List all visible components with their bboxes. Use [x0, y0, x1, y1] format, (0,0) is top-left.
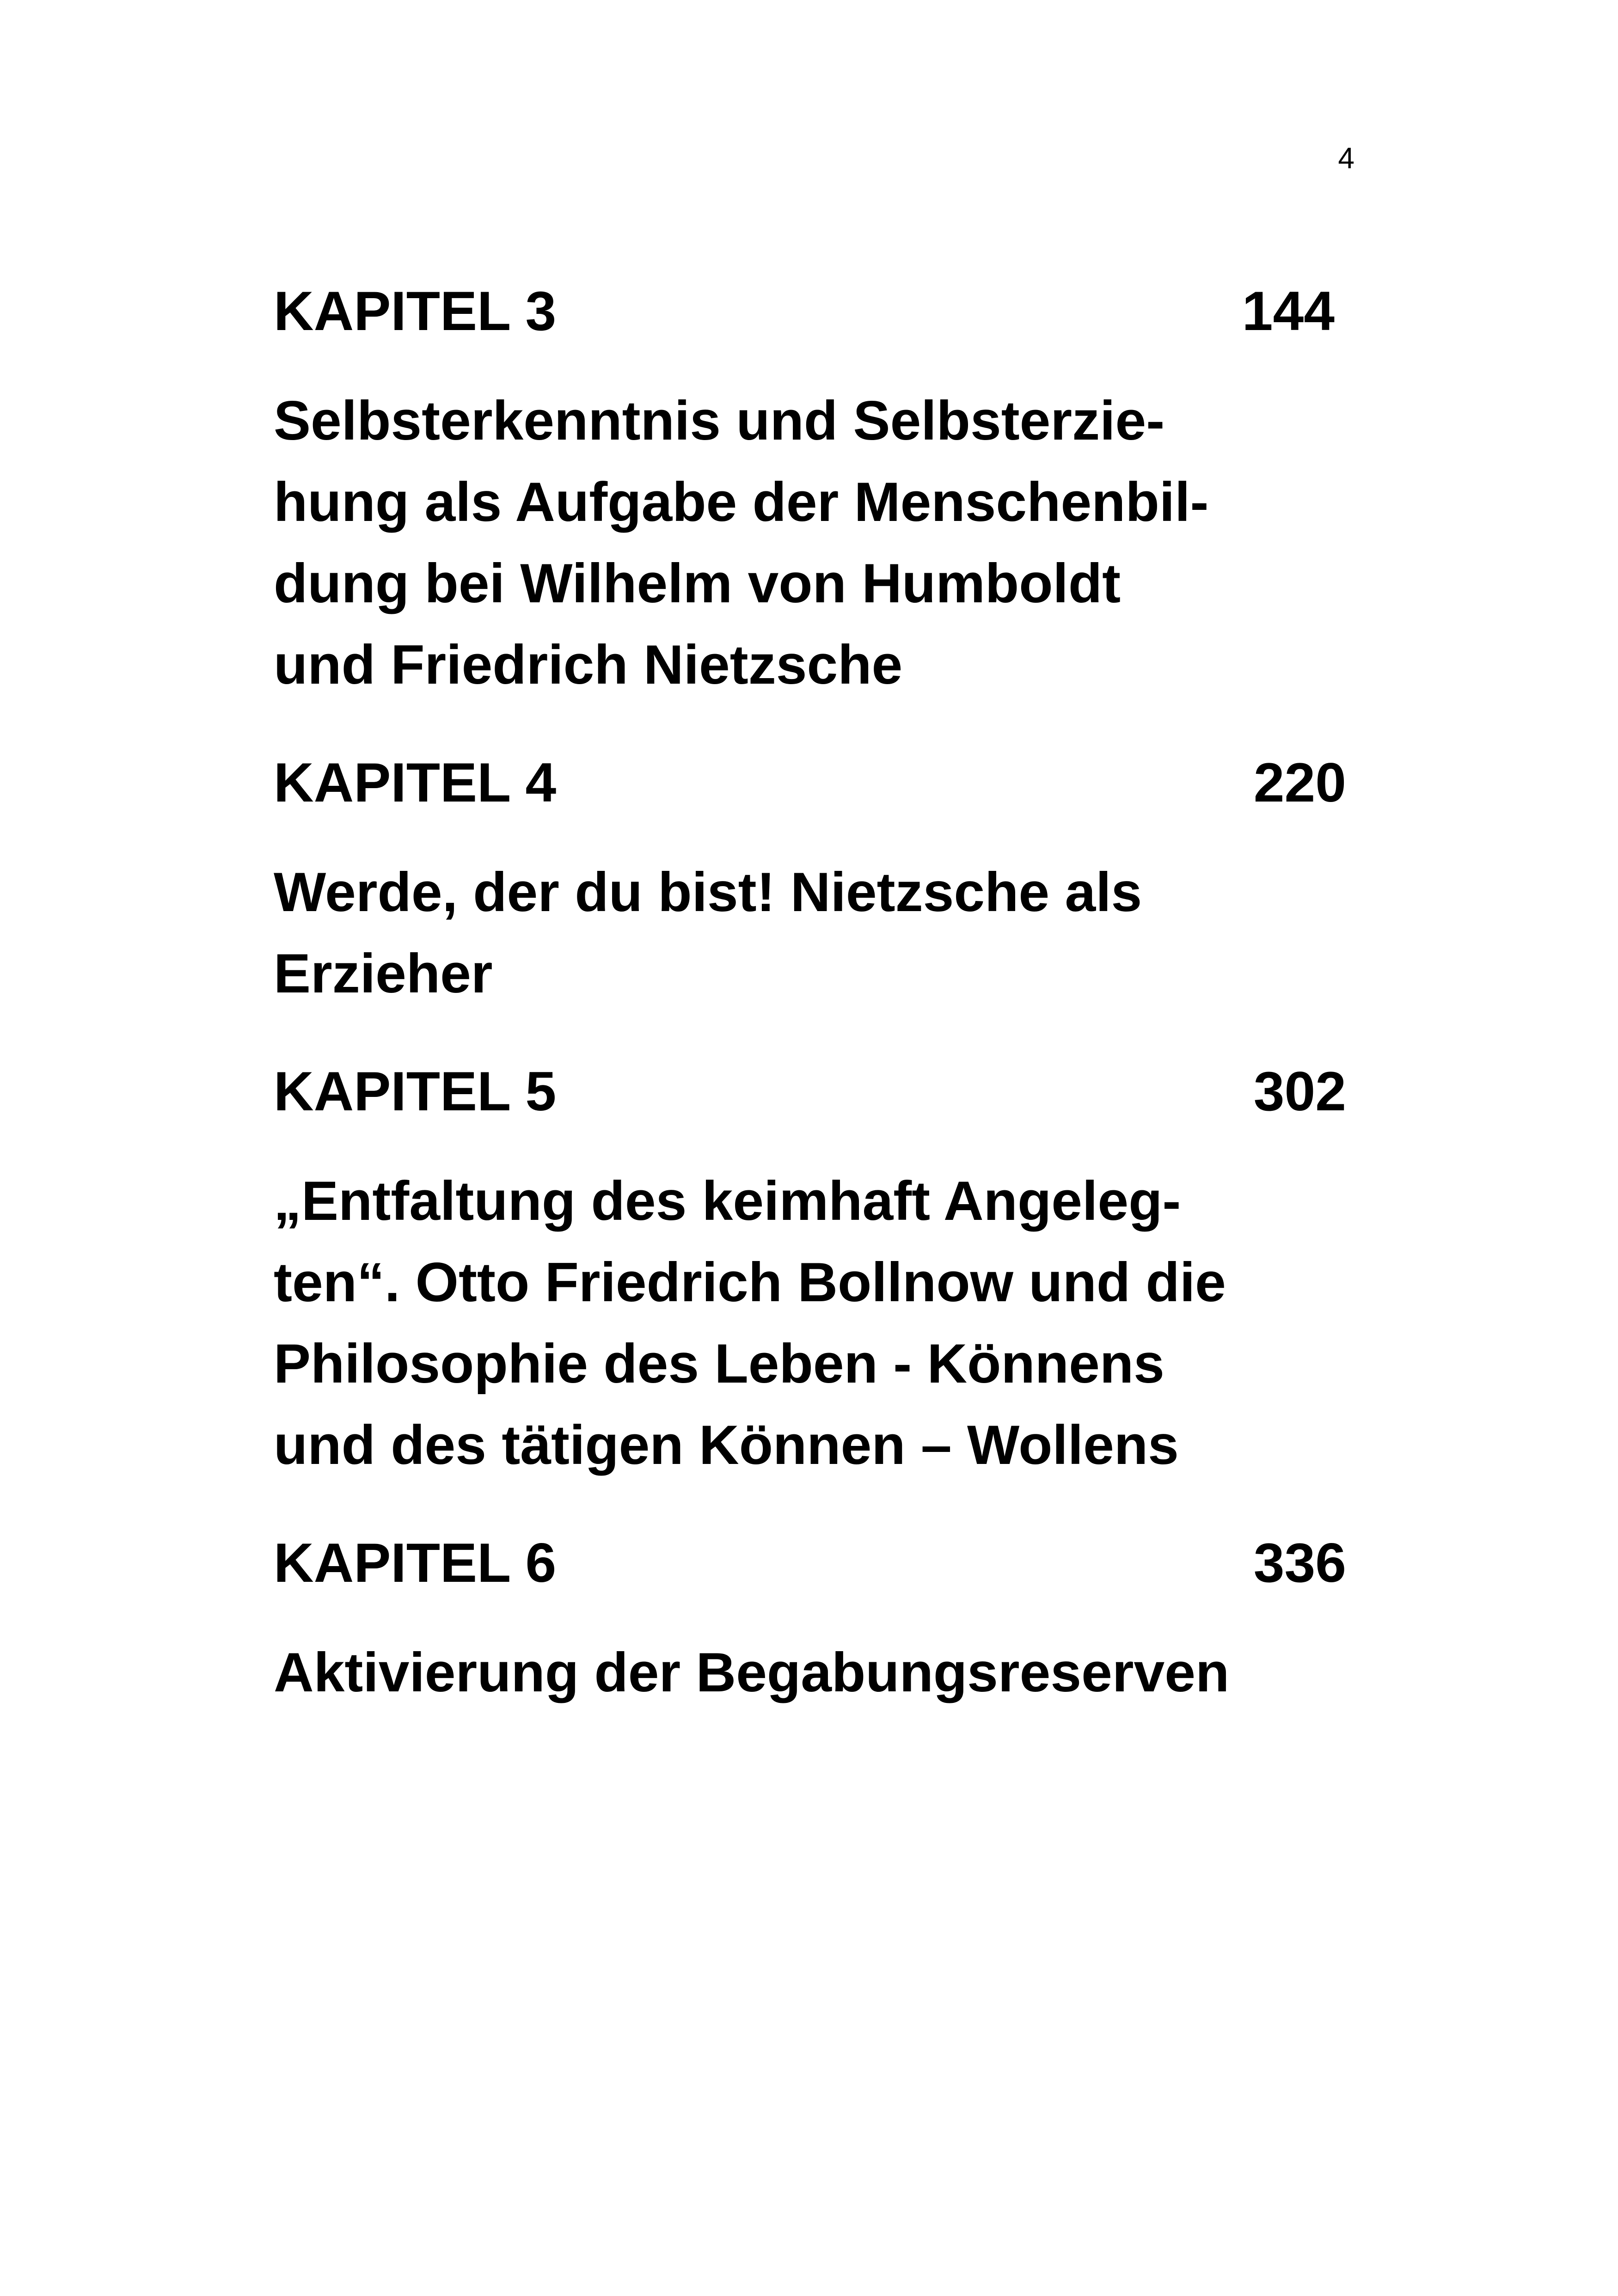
chapter-title-line: Werde, der du bist! Nietzsche als: [274, 861, 1142, 923]
chapter-title: [274, 851, 1346, 1014]
chapter-title: [274, 1160, 1346, 1486]
chapter-heading: [274, 1057, 1346, 1126]
chapter-title-line: „Entfaltung des keimhaft Angeleg-: [274, 1170, 1181, 1232]
chapter-title-line: dung bei Wilhelm von Humboldt: [274, 552, 1121, 614]
chapter-label: KAPITEL 5: [274, 1060, 557, 1122]
chapter-page-number: 144: [1242, 280, 1335, 342]
chapter-title-line: Erzieher: [274, 943, 493, 1004]
chapter-heading: [274, 1528, 1346, 1598]
chapter-title: [274, 1632, 1346, 1713]
toc-entry-kapitel-6: [274, 1528, 1346, 1713]
chapter-heading: [274, 276, 1346, 346]
chapter-label: KAPITEL 6: [274, 1532, 557, 1594]
table-of-contents: [274, 276, 1346, 1756]
chapter-page-number: 302: [1253, 1060, 1346, 1122]
toc-entry-kapitel-5: [274, 1057, 1346, 1486]
toc-entry-kapitel-4: [274, 748, 1346, 1014]
chapter-page-number: 336: [1253, 1532, 1346, 1594]
chapter-title-line: und Friedrich Nietzsche: [274, 634, 903, 696]
chapter-title-line: Selbsterkenntnis und Selbsterzie-: [274, 390, 1165, 452]
chapter-title-line: hung als Aufgabe der Menschenbil-: [274, 471, 1209, 533]
chapter-page-number: 220: [1253, 752, 1346, 814]
chapter-title: [274, 380, 1346, 705]
toc-entry-kapitel-3: [274, 276, 1346, 705]
chapter-title-line: Aktivierung der Begabungsreserven: [274, 1641, 1230, 1703]
chapter-title-line: ten“. Otto Friedrich Bollnow und die: [274, 1251, 1226, 1313]
chapter-label: KAPITEL 3: [274, 280, 557, 342]
chapter-title-line: und des tätigen Können – Wollens: [274, 1414, 1179, 1476]
chapter-title-line: Philosophie des Leben - Könnens: [274, 1333, 1164, 1395]
page-number: 4: [1338, 141, 1354, 175]
chapter-label: KAPITEL 4: [274, 752, 557, 814]
chapter-heading: [274, 748, 1346, 817]
